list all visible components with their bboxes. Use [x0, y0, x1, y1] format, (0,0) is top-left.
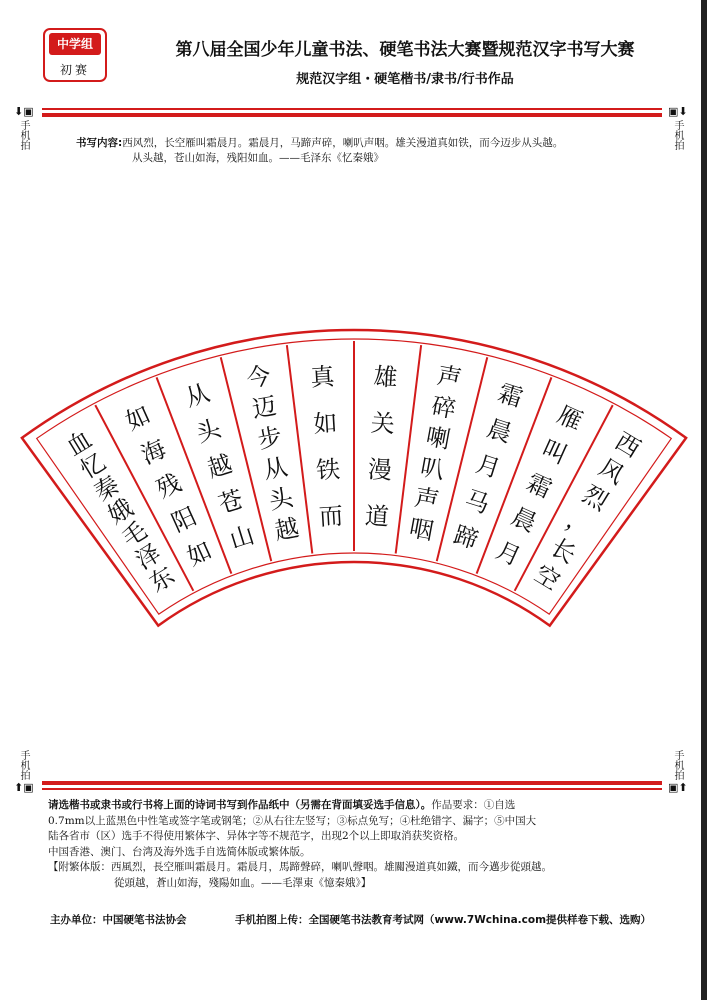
- bottom-divider: [42, 781, 662, 790]
- fan-character: 关: [369, 408, 396, 439]
- page-subtitle: 规范汉字组・硬笔楷书/隶书/行书作品: [296, 72, 514, 87]
- up-arrow-camera-icon: ⬆▣: [14, 781, 34, 794]
- badge-stage: 初赛: [59, 63, 90, 77]
- fan-character: 声: [412, 483, 442, 516]
- fan-character: 声: [435, 361, 464, 394]
- footer-organizer: 主办单位：中国硬笔书法协会: [50, 914, 187, 926]
- fan-character: 秦: [89, 470, 125, 507]
- fan-character: 如: [121, 400, 155, 436]
- fan-character: 叭: [418, 452, 447, 485]
- fan-character: 山: [226, 520, 258, 555]
- fan-character: 步: [255, 422, 285, 455]
- fan-character: 从: [181, 378, 214, 413]
- fan-character: 真: [309, 362, 336, 392]
- instructions-req-3: 陆各省市（区）选手不得使用繁体字、异体字等不规范字，出现2个以上即取消获奖资格。: [48, 830, 465, 842]
- fan-character: 雁: [553, 400, 587, 436]
- fan-character: 迈: [249, 391, 279, 424]
- fan-character: 娥: [103, 493, 139, 530]
- fan-character: 漫: [367, 455, 393, 485]
- instructions-req-1: 作品要求：①自选: [431, 799, 516, 811]
- fan-character: 马: [461, 485, 493, 519]
- fan-character: 长: [545, 532, 581, 570]
- fan-character: 叫: [537, 434, 572, 470]
- content-line-2: 从头越，苍山如海，残阳如血。——毛泽东《忆秦娥》: [132, 152, 384, 164]
- fan-character: 头: [266, 483, 296, 516]
- fan-character: 而: [318, 501, 344, 532]
- instructions: [48, 798, 668, 891]
- fan-character: 月: [472, 449, 504, 484]
- badge-group: 中学组: [49, 33, 101, 55]
- fan-frame: [22, 330, 686, 626]
- fan-character: 雄: [372, 362, 399, 392]
- fan-character: 今: [244, 361, 273, 394]
- camera-up-arrow-icon: ▣⬆: [668, 781, 688, 794]
- fan-character: 东: [144, 561, 180, 598]
- down-arrow-camera-icon: ⬇▣: [14, 105, 34, 118]
- fan-character: 晨: [507, 502, 541, 538]
- instructions-lead: 请选楷书或隶书或行书将上面的诗词书写到作品纸中（另需在背面填妥选手信息）。: [48, 799, 432, 811]
- fan-character: 霜: [522, 468, 556, 504]
- fan-character: 晨: [483, 414, 516, 448]
- fan-character: 残: [152, 468, 186, 504]
- fan-character: 如: [182, 536, 217, 572]
- fan-character: 越: [272, 513, 302, 546]
- fan-character: 喇: [423, 422, 453, 455]
- footer-upload: 手机拍图上传：全国硬笔书法教育考试网（www.7Wchina.com提供样卷下载、选购）: [235, 914, 652, 926]
- instructions-req-2: 0.7mm以上蓝黑色中性笔或签字笔或钢笔；②从右往左竖写；③标点免写；④杜绝错字、漏字；⑤中国大: [48, 814, 537, 827]
- fan-character: ，: [561, 506, 597, 543]
- fan-character: 头: [192, 414, 225, 448]
- content-label: 书写内容:: [76, 137, 123, 149]
- fan-character: 月: [491, 536, 526, 572]
- content-line-1: 西风烈，长空雁叫霜晨月。霜晨月，马蹄声碎，喇叭声咽。雄关漫道真如铁，而今迈步从头越。: [122, 137, 564, 149]
- fan-character: 碎: [429, 391, 459, 424]
- fan-character: 泽: [130, 538, 166, 576]
- camera-down-arrow-icon: ▣⬇: [668, 105, 688, 118]
- marker-label: 手机拍: [672, 750, 683, 780]
- fan-character: 海: [136, 434, 171, 470]
- fan-character: 咽: [406, 513, 436, 546]
- fan-character: 如: [312, 408, 339, 439]
- traditional-line-2: 從頭越，蒼山如海，殘陽如血。——毛澤東《憶秦娥》】: [114, 876, 372, 889]
- fan-character: 阳: [167, 502, 201, 538]
- fan-character: 风: [594, 453, 630, 490]
- instructions-req-4: 中国香港、澳门、台湾及海外选手自选简体版或繁体版。: [48, 845, 311, 858]
- marker-label: 手机拍: [18, 120, 29, 150]
- fan-character: 蹄: [450, 520, 482, 555]
- fan-character: 西: [610, 427, 646, 464]
- fan-character: 毛: [116, 515, 152, 553]
- fan-character: 越: [204, 449, 236, 484]
- fan-character: 忆: [75, 447, 111, 485]
- fan-character: 道: [364, 501, 390, 532]
- page-title: 第八届全国少年儿童书法、硬笔书法大赛暨规范汉字书写大赛: [175, 40, 635, 60]
- scan-edge: [701, 0, 707, 1000]
- fan-character: 烈: [577, 479, 613, 517]
- marker-label: 手机拍: [672, 120, 683, 150]
- fan-character: 血: [61, 425, 97, 462]
- traditional-line-1: 【附繁体版：西風烈，長空雁叫霜晨月。霜晨月，馬蹄聲碎，喇叭聲咽。雄關漫道真如鐵，而今邁步從頭越。: [48, 861, 552, 873]
- fan-character: 苍: [215, 485, 247, 519]
- fan-character: 铁: [315, 455, 341, 485]
- fan-character: 空: [529, 559, 565, 596]
- fan-character: 霜: [494, 378, 527, 413]
- fan-character: 从: [261, 452, 290, 485]
- marker-label: 手机拍: [18, 750, 29, 780]
